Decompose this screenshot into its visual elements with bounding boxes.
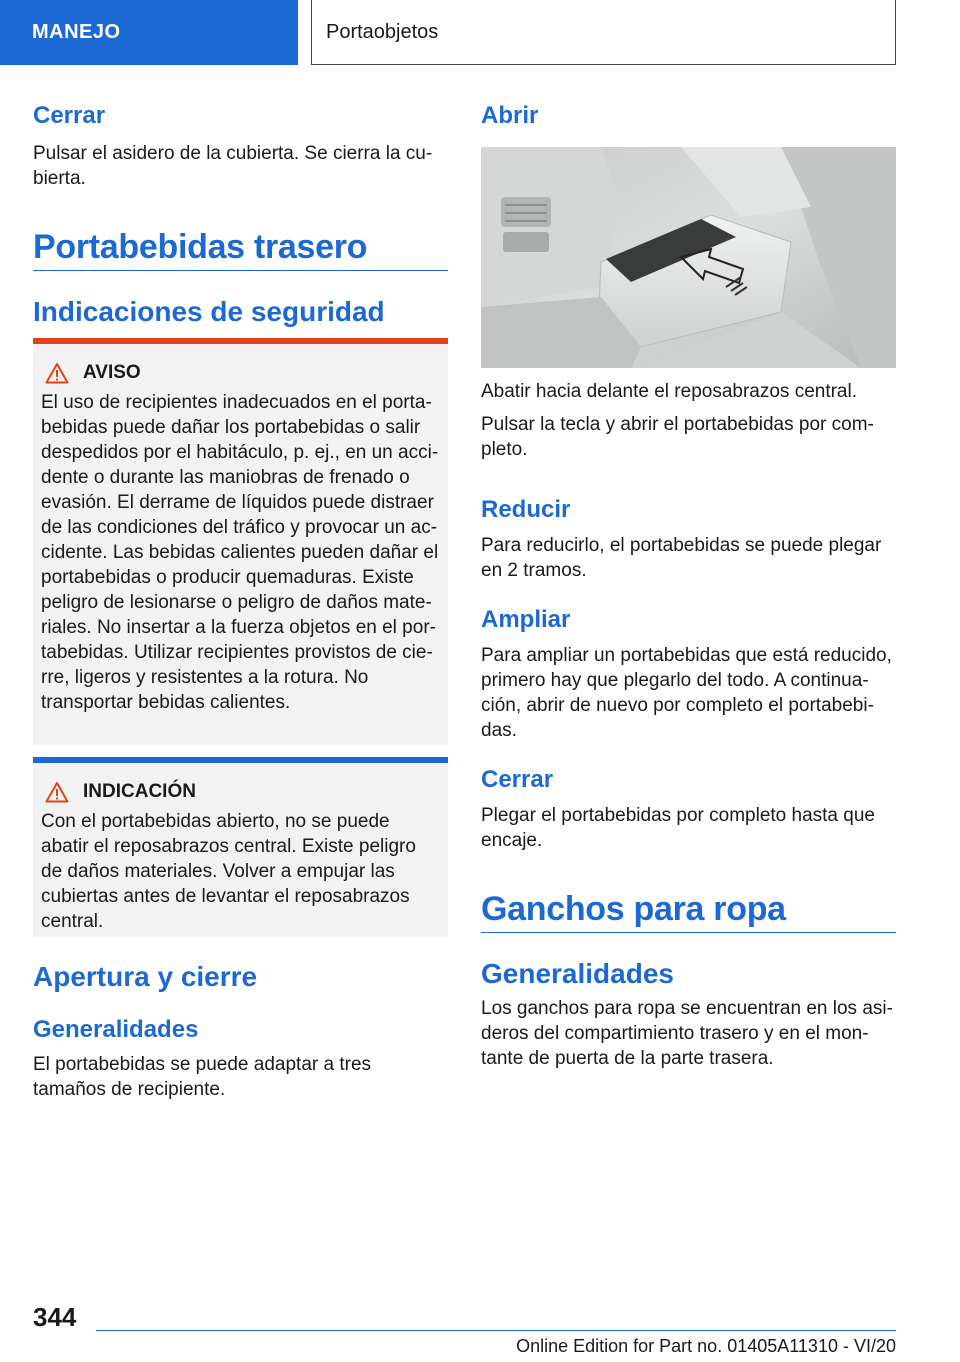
ganchos-heading: Ganchos para ropa [481, 890, 786, 928]
abrir-text-2: Pulsar la tecla y abrir el portabebidas por com-pleto. [481, 414, 874, 460]
reducir-heading: Reducir [481, 496, 571, 523]
warning-label: AVISO [83, 362, 141, 383]
gen-heading: Generalidades [481, 958, 674, 989]
cerrar-text: Pulsar el asidero de la cubierta. Se cierra la cu-bierta. [33, 143, 433, 189]
seguridad-heading: Indicaciones de seguridad [33, 296, 385, 327]
section-label: Portaobjetos [326, 20, 439, 43]
info-notice [33, 757, 448, 937]
heading-rule [481, 932, 896, 933]
ampliar-text: Para ampliar un portabebidas que está reducido, primero hay que plegarlo del todo. A continua-ción, abrir de nuevo por completo el portabebi-das. [481, 645, 892, 741]
footer-rule [96, 1330, 896, 1331]
info-text: Con el portabebidas abierto, no se puede abatir el reposabrazos central. Existe peligro de daños materiales. Volver a empujar las cubiertas antes de levantar el reposabrazos central. [41, 811, 416, 932]
heading-rule [33, 270, 448, 271]
generalidades-heading: Generalidades [33, 1016, 199, 1043]
warning-text: El uso de recipientes inadecuados en el porta-bebidas puede dañar los portabebidas o salir despedidos por el habitáculo, p. ej., en un acci-dente o durante las maniobras de frenado o evasión. El derrame de líquidos puede distraer de las condiciones del tráfico y provocar un ac-cidente. Las bebidas calientes pueden dañar el portabebidas o producir quemaduras. Existe peligro de lesionarse o peligro de daños mate-riales. No insertar a la fuerza objetos en el por-tabebidas. Utilizar recipientes provistos de cie-rre, ligeros y resistentes a la rotura. No transportar bebidas calientes. [41, 392, 439, 713]
reducir-text: Para reducirlo, el portabebidas se puede plegar en 2 tramos. [481, 535, 882, 581]
warning-triangle-icon [45, 362, 69, 384]
apertura-heading: Apertura y cierre [33, 961, 258, 992]
info-label: INDICACIÓN [83, 781, 196, 802]
armrest-photo [481, 147, 896, 368]
armrest-illustration [481, 147, 896, 368]
abrir-text-1: Abatir hacia delante el reposabrazos central. [481, 381, 858, 402]
section-header [311, 0, 896, 65]
cerrar-2-heading: Cerrar [481, 766, 554, 793]
gen-text: Los ganchos para ropa se encuentran en los asi-deros del compartimiento trasero y en el mon-tante de puerta de la parte trasera. [481, 998, 893, 1069]
warning-triangle-icon [45, 781, 69, 803]
cerrar-heading: Cerrar [33, 102, 106, 129]
ampliar-heading: Ampliar [481, 606, 571, 633]
warning-header [41, 362, 440, 384]
warning-notice [33, 338, 448, 745]
chapter-label: MANEJO [32, 21, 121, 43]
page-number: 344 [33, 1302, 77, 1332]
edition-text: Online Edition for Part no. 01405A11310 - VI/20 [516, 1336, 896, 1356]
generalidades-text: El portabebidas se puede adaptar a tres tamaños de recipiente. [33, 1054, 372, 1100]
abrir-heading: Abrir [481, 102, 539, 129]
cerrar-2-text: Plegar el portabebidas por completo hasta que encaje. [481, 805, 875, 851]
portabebidas-heading: Portabebidas trasero [33, 228, 368, 266]
info-header [41, 781, 440, 803]
chapter-tab [0, 0, 298, 65]
